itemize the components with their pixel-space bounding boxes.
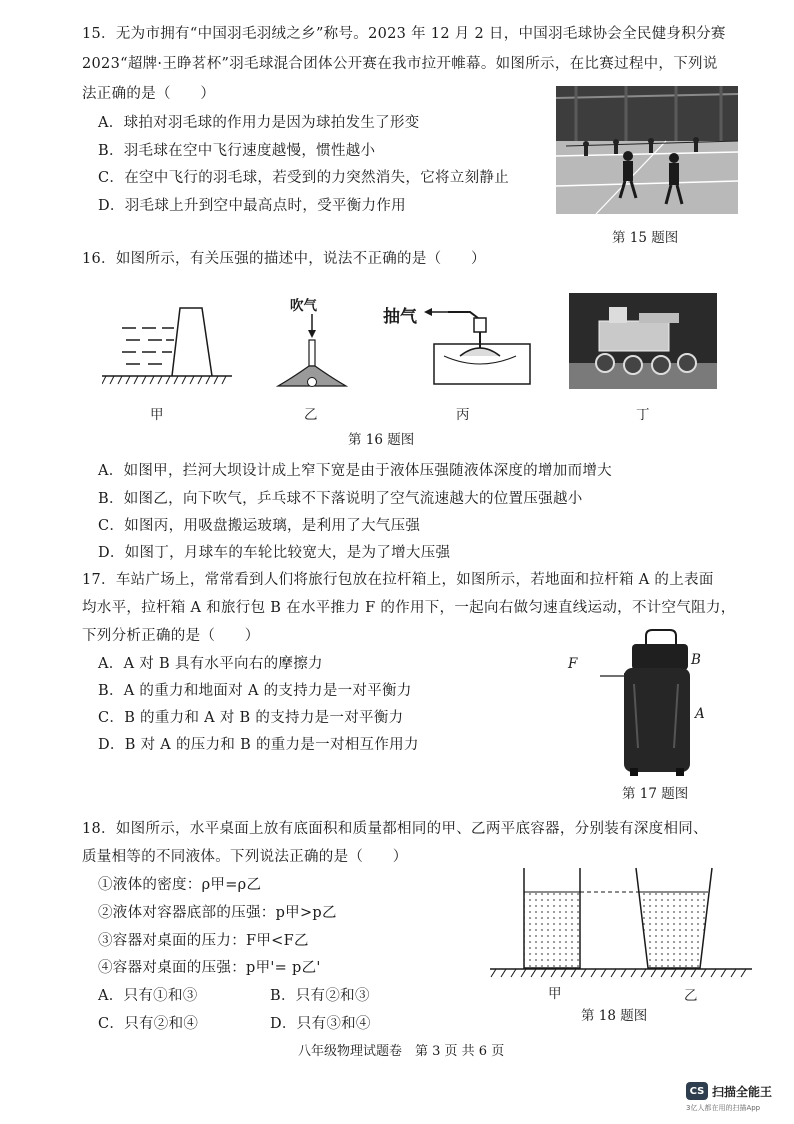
q17-option-a: A．A 对 B 具有水平向右的摩擦力	[98, 656, 323, 672]
q17-label-b: B	[691, 652, 701, 668]
q16-pump-label: 抽气	[383, 307, 417, 327]
q15-badminton-photo	[556, 86, 738, 214]
q16-caption: 第 16 题图	[348, 432, 415, 448]
q15-option-b: B．羽毛球在空中飞行速度越慢，惯性越小	[98, 143, 376, 159]
q15-option-d: D．羽毛球上升到空中最高点时，受平衡力作用	[98, 198, 406, 214]
q18-option-a: A．只有①和③	[98, 988, 198, 1004]
q17-stem-line2: 均水平，拉杆箱 A 和旅行包 B 在水平推力 F 的作用下，一起向右做匀速直线运动，不计空气阻力，	[82, 600, 736, 616]
q16-option-a: A．如图甲，拦河大坝设计成上窄下宽是由于液体压强随液体深度的增加而增大	[98, 463, 612, 479]
q18-option-d: D．只有③和④	[270, 1016, 371, 1032]
q18-label-jia: 甲	[548, 986, 562, 1002]
page-footer: 八年级物理试题卷 第 3 页 共 6 页	[298, 1044, 505, 1059]
q17-stem-line1: 17．车站广场上，常常看到人们将旅行包放在拉杆箱上，如图所示，若地面和拉杆箱 A 的上表面	[82, 572, 714, 588]
q16-label-jia: 甲	[150, 407, 164, 423]
q18-fig-containers	[486, 862, 756, 982]
q17-option-c: C．B 的重力和 A 对 B 的支持力是一对平衡力	[98, 710, 404, 726]
q17-option-d: D．B 对 A 的压力和 B 的重力是一对相互作用力	[98, 737, 419, 753]
q16-label-yi: 乙	[304, 407, 318, 423]
q17-fig-luggage	[590, 628, 710, 778]
q18-caption: 第 18 题图	[581, 1008, 648, 1024]
q15-caption: 第 15 题图	[612, 230, 679, 246]
q18-stem-line2: 质量相等的不同液体。下列说法正确的是（ ）	[82, 849, 408, 865]
q18-statement-4: ④容器对桌面的压强：p甲'= p乙'	[98, 960, 321, 976]
q15-option-a: A．球拍对羽毛球的作用力是因为球拍发生了形变	[98, 115, 420, 131]
scanner-watermark	[686, 1082, 772, 1100]
q15-stem-line3: 法正确的是（ ）	[82, 86, 216, 102]
scanner-subtitle: 3亿人都在用的扫描App	[686, 1104, 761, 1112]
q17-label-a: A	[695, 706, 705, 722]
q16-label-ding: 丁	[636, 407, 650, 423]
q17-option-b: B．A 的重力和地面对 A 的支持力是一对平衡力	[98, 683, 412, 699]
scanner-logo-icon: CS	[686, 1082, 708, 1100]
q18-label-yi: 乙	[684, 988, 698, 1004]
q16-option-b: B．如图乙，向下吹气，乒乓球不下落说明了空气流速越大的位置压强越小	[98, 491, 583, 507]
q18-option-b: B．只有②和③	[270, 988, 370, 1004]
q16-blow-label: 吹气	[290, 298, 317, 314]
q16-option-d: D．如图丁，月球车的车轮比较宽大，是为了增大压强	[98, 545, 451, 561]
q15-option-c: C．在空中飞行的羽毛球，若受到的力突然消失，它将立刻静止	[98, 170, 509, 186]
q18-statement-1: ①液体的密度：ρ甲=ρ乙	[98, 877, 262, 893]
q16-fig-suction	[420, 300, 540, 388]
q18-stem-line1: 18．如图所示，水平桌面上放有底面积和质量都相同的甲、乙两平底容器，分别装有深度相同、	[82, 821, 708, 837]
q15-stem-line1: 15．无为市拥有“中国羽毛羽绒之乡”称号。2023 年 12 月 2 日，中国羽毛球协会全民健身积分赛	[82, 26, 726, 42]
q18-statement-3: ③容器对桌面的压力：F甲<F乙	[98, 933, 309, 949]
q16-option-c: C．如图丙，用吸盘搬运玻璃，是利用了大气压强	[98, 518, 421, 534]
q16-fig-funnel	[272, 312, 352, 394]
q16-lunar-rover-photo	[569, 293, 717, 389]
q16-stem: 16．如图所示，有关压强的描述中，说法不正确的是（ ）	[82, 251, 486, 267]
q17-stem-line3: 下列分析正确的是（ ）	[82, 628, 260, 644]
scanner-name: 扫描全能王	[712, 1084, 773, 1099]
q17-caption: 第 17 题图	[622, 786, 689, 802]
q16-fig-dam	[102, 296, 232, 388]
q15-stem-line2: 2023“超牌·王睁茗杯”羽毛球混合团体公开赛在我市拉开帷幕。如图所示，在比赛过程中，下列说	[82, 56, 718, 72]
q18-statement-2: ②液体对容器底部的压强：p甲>p乙	[98, 905, 337, 921]
q18-option-c: C．只有②和④	[98, 1016, 199, 1032]
q16-label-bing: 丙	[456, 407, 470, 423]
q17-label-f: F	[568, 656, 578, 672]
